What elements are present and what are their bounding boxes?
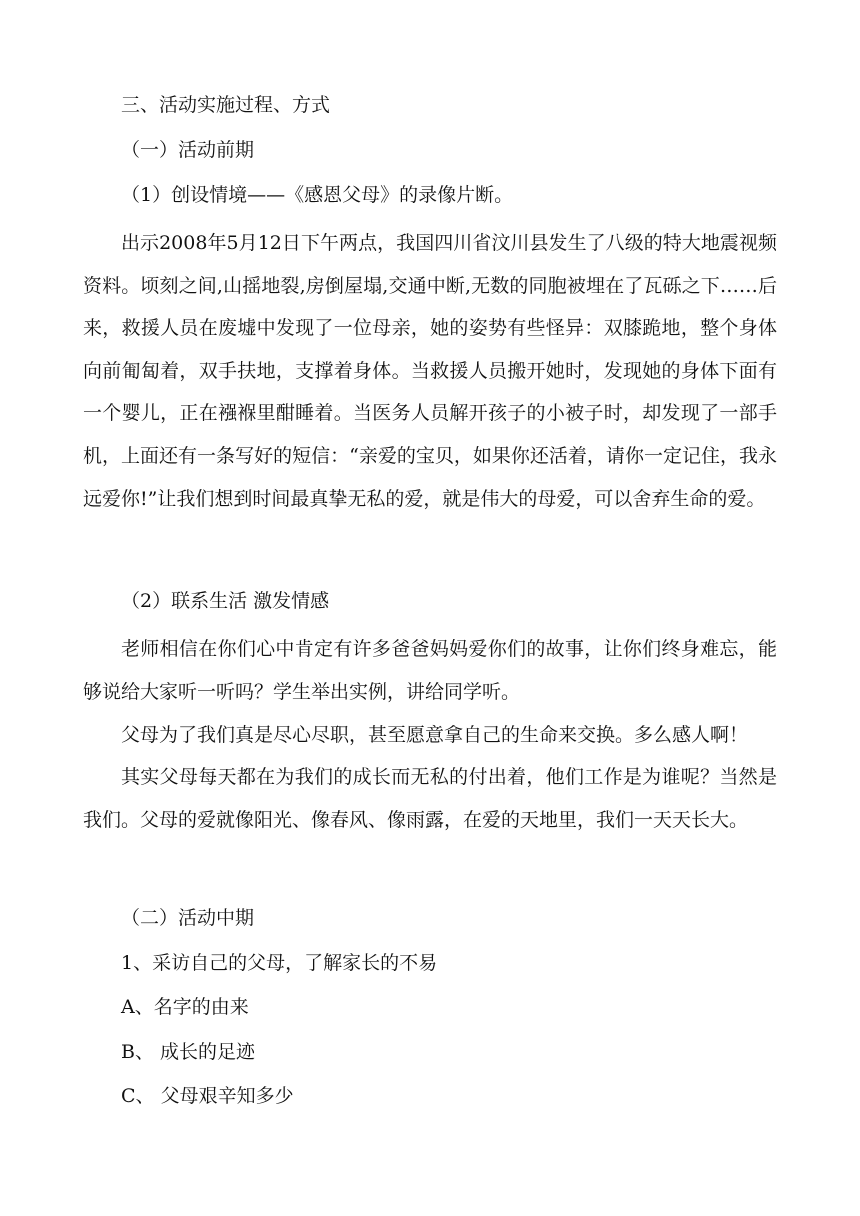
list-title-interview: 1、采访自己的父母，了解家长的不易 [121,952,438,974]
list-item-c: C、 父母艰辛知多少 [121,1085,294,1107]
list-item-a: A、名字的由来 [121,996,249,1018]
paragraph-parents-sacrifice: 父母为了我们真是尽心尽职，甚至愿意拿自己的生命来交换。多么感人啊！ [121,724,749,746]
item-title-life: （2）联系生活 激发情感 [121,590,330,612]
list-item-b: B、 成长的足迹 [121,1041,256,1063]
paragraph-earthquake-story: 出示2008年5月12日下午两点，我国四川省汶川县发生了八级的特大地震视频资料。顷刻之间,山摇地裂,房倒屋塌,交通中断,无数的同胞被埋在了瓦砾之下……后来，救援人员在废墟中发现了一位母亲，她的姿势有些怪异：双膝跪地，整个身体向前匍匐着，双手扶地，支撑着身体。当救援人员搬开她时，发现她的身体下面有一个婴儿，正在襁褓里酣睡着。当医务人员解开孩子的小被子时，却发现了一部手机，上面还有一条写好的短信：“亲爱的宝贝，如果你还活着，请你一定记住，我永远爱你!”让我们想到时间最真挚无私的爱，就是伟大的母爱，可以舍弃生命的爱。 [83,232,777,510]
item-title-scenario: （1）创设情境——《感恩父母》的录像片断。 [121,184,514,206]
subsection-title-middle: （二）活动中期 [121,907,255,929]
paragraph-parents-love: 其实父母每天都在为我们的成长而无私的付出着，他们工作是为谁呢？当然是我们。父母的爱就像阳光、像春风、像雨露，在爱的天地里，我们一天天长大。 [83,766,777,831]
subsection-title-early: （一）活动前期 [121,139,255,161]
paragraph-teacher-question: 老师相信在你们心中肯定有许多爸爸妈妈爱你们的故事，让你们终身难忘，能够说给大家听一听吗？学生举出实例，讲给同学听。 [83,638,777,703]
section-title: 三、活动实施过程、方式 [121,94,331,116]
